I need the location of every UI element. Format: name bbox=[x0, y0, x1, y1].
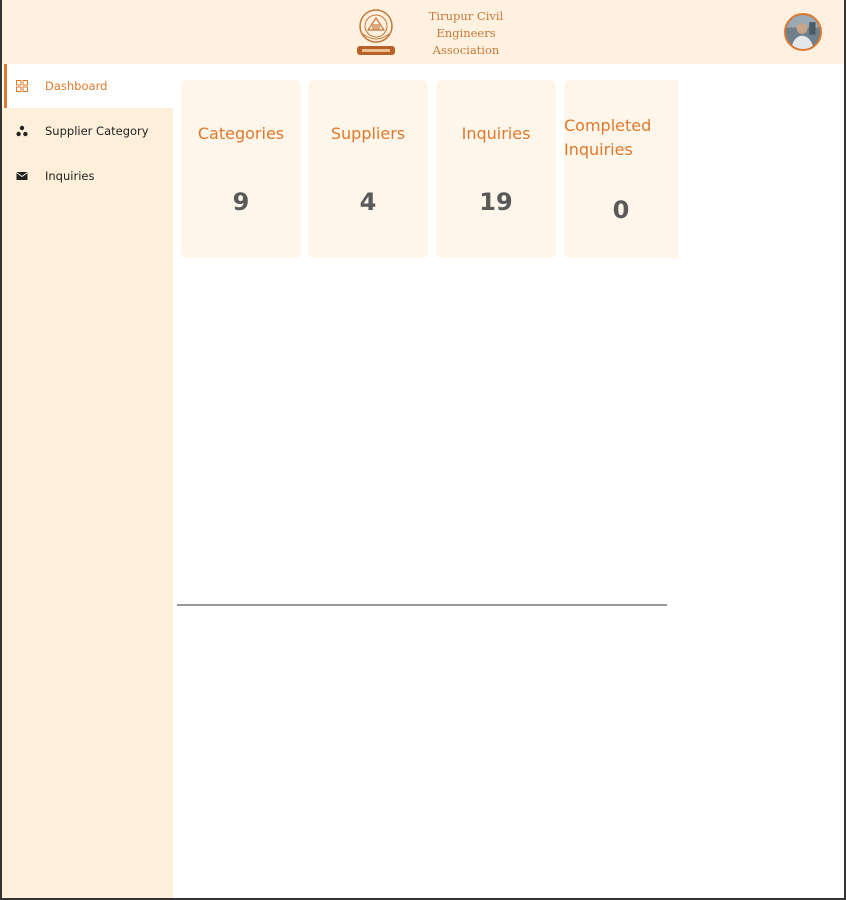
stat-card-value: 9 bbox=[232, 188, 250, 216]
brand[interactable] bbox=[354, 6, 530, 60]
sidebar-item-label: Inquiries bbox=[45, 169, 95, 183]
org-name: Tirupur Civil Engineers Association bbox=[428, 8, 504, 57]
stat-card-value: 4 bbox=[359, 188, 377, 216]
stat-card-value: 19 bbox=[479, 188, 513, 216]
sidebar-item-label: Supplier Category bbox=[45, 124, 149, 138]
sidebar-item-label: Dashboard bbox=[45, 79, 108, 93]
user-avatar[interactable] bbox=[784, 13, 822, 51]
sidebar-item-supplier-category[interactable] bbox=[2, 109, 173, 153]
stat-card-suppliers[interactable] bbox=[308, 80, 428, 258]
sidebar-item-dashboard[interactable] bbox=[2, 64, 173, 108]
cluster-icon bbox=[16, 125, 28, 137]
stat-card-inquiries[interactable] bbox=[436, 80, 556, 258]
stat-card-value: 0 bbox=[612, 196, 630, 224]
top-bar bbox=[2, 0, 844, 64]
grid-icon bbox=[16, 80, 28, 92]
stat-card-label: Inquiries bbox=[461, 124, 531, 143]
stat-card-completed-inquiries[interactable] bbox=[564, 80, 678, 258]
content-divider bbox=[177, 604, 667, 606]
user-avatar-icon bbox=[786, 15, 820, 49]
stat-card-label: Suppliers bbox=[330, 124, 406, 143]
stat-card-label: Completed Inquiries bbox=[564, 116, 652, 159]
sidebar-item-inquiries[interactable] bbox=[2, 154, 173, 198]
stat-card-categories[interactable] bbox=[181, 80, 301, 258]
stat-card-label: Categories bbox=[197, 124, 285, 143]
envelope-icon bbox=[16, 170, 28, 182]
sidebar bbox=[2, 64, 173, 898]
association-emblem-icon bbox=[354, 6, 398, 60]
